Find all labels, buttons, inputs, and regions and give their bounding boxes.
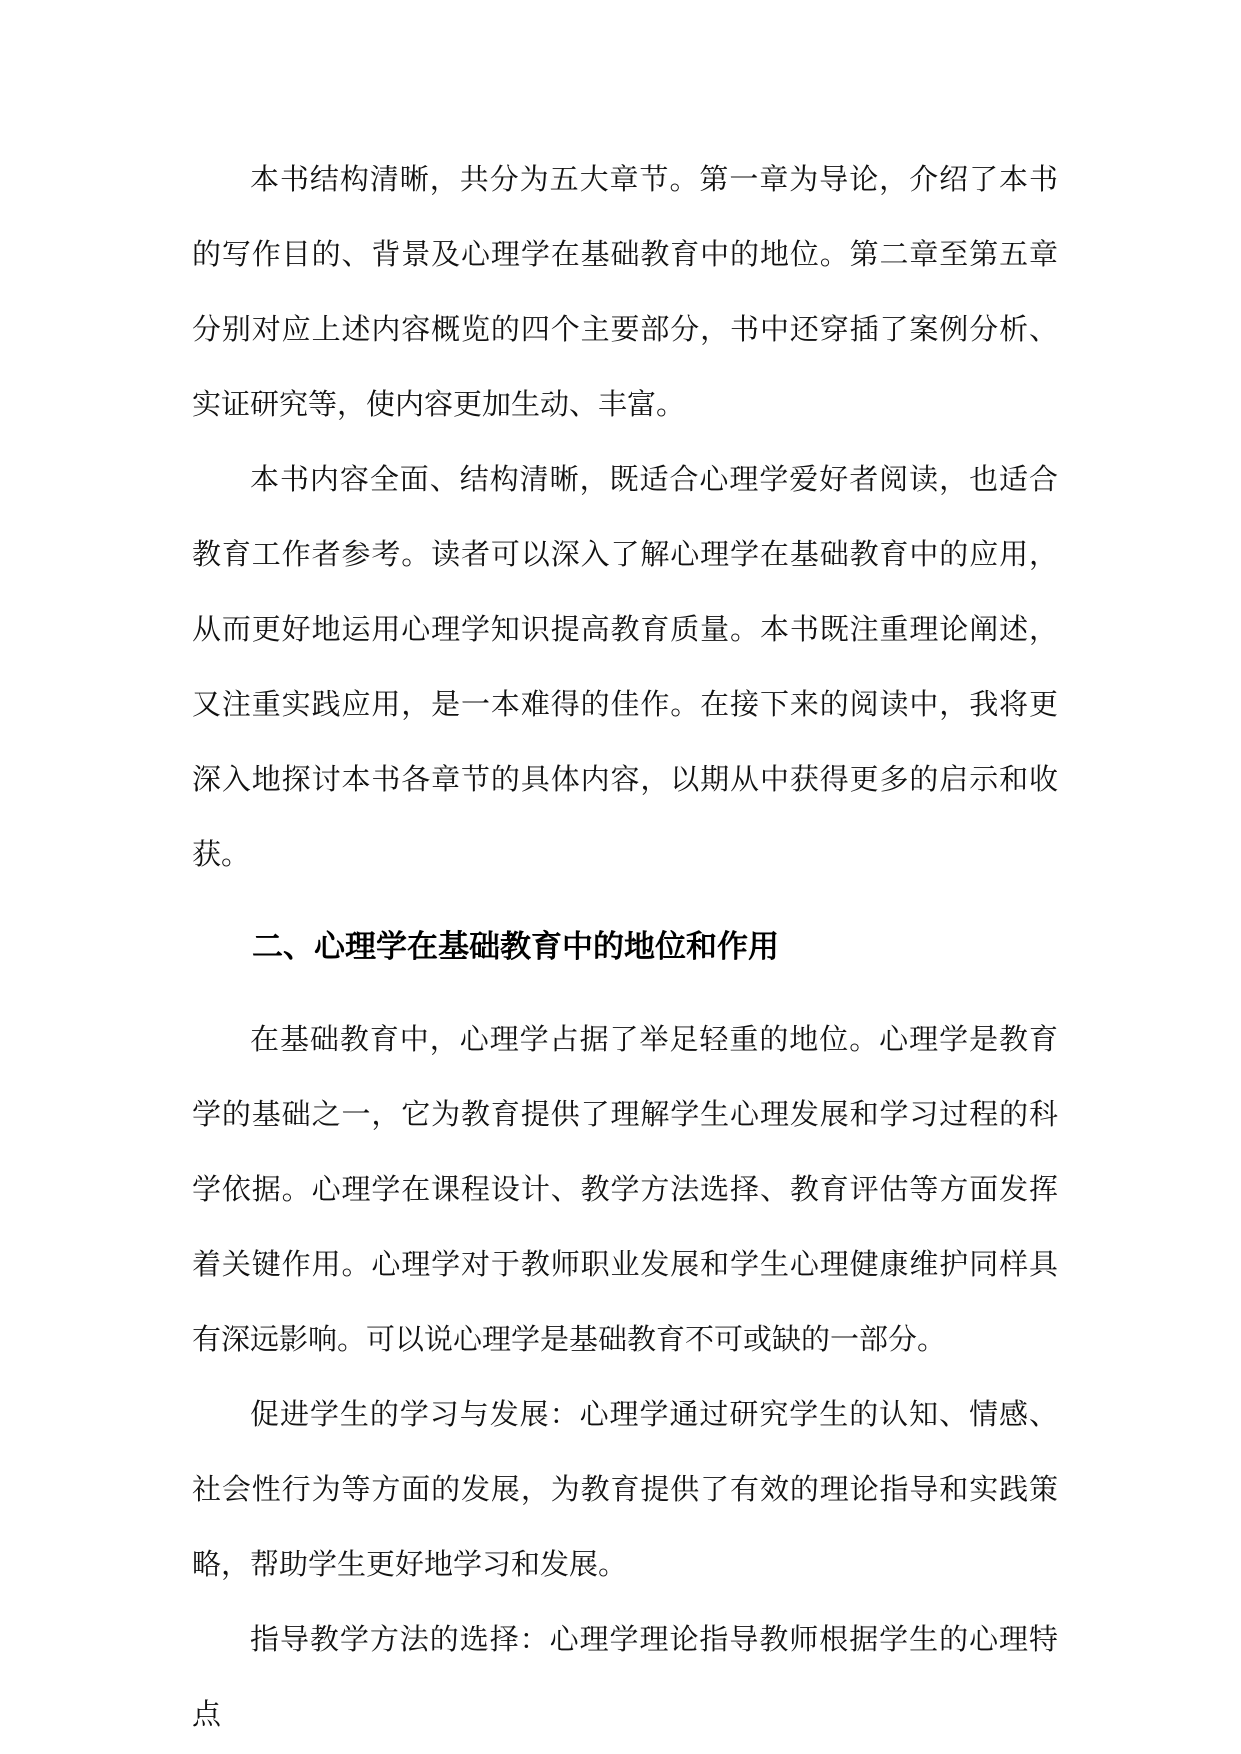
paragraph-psychology-status: 在基础教育中，心理学占据了举足轻重的地位。心理学是教育学的基础之一，它为教育提供了理解学生心理发展和学习过程的科学依据。心理学在课程设计、教学方法选择、教育评估等方面发挥着关键作用。心理学对于教师职业发展和学生心理健康维护同样具有深远影响。可以说心理学是基础教育不可或缺的一部分。: [192, 1022, 1058, 1356]
document-body: [192, 142, 1058, 1752]
paragraph-book-structure: 本书结构清晰，共分为五大章节。第一章为导论，介绍了本书的写作目的、背景及心理学在基础教育中的地位。第二章至第五章分别对应上述内容概览的四个主要部分，书中还穿插了案例分析、实证研究等，使内容更加生动、丰富。: [192, 162, 1058, 421]
paragraph-promote-learning: 促进学生的学习与发展：心理学通过研究学生的认知、情感、社会性行为等方面的发展，为教育提供了有效的理论指导和实践策略，帮助学生更好地学习和发展。: [192, 1397, 1058, 1581]
section-heading: 二、心理学在基础教育中的地位和作用: [252, 929, 779, 965]
paragraph-book-value: 本书内容全面、结构清晰，既适合心理学爱好者阅读，也适合教育工作者参考。读者可以深入了解心理学在基础教育中的应用，从而更好地运用心理学知识提高教育质量。本书既注重理论阐述，又注重实践应用，是一本难得的佳作。在接下来的阅读中，我将更深入地探讨本书各章节的具体内容，以期从中获得更多的启示和收获。: [192, 462, 1058, 871]
paragraph-teaching-methods: 指导教学方法的选择：心理学理论指导教师根据学生的心理特点: [192, 1622, 1058, 1731]
